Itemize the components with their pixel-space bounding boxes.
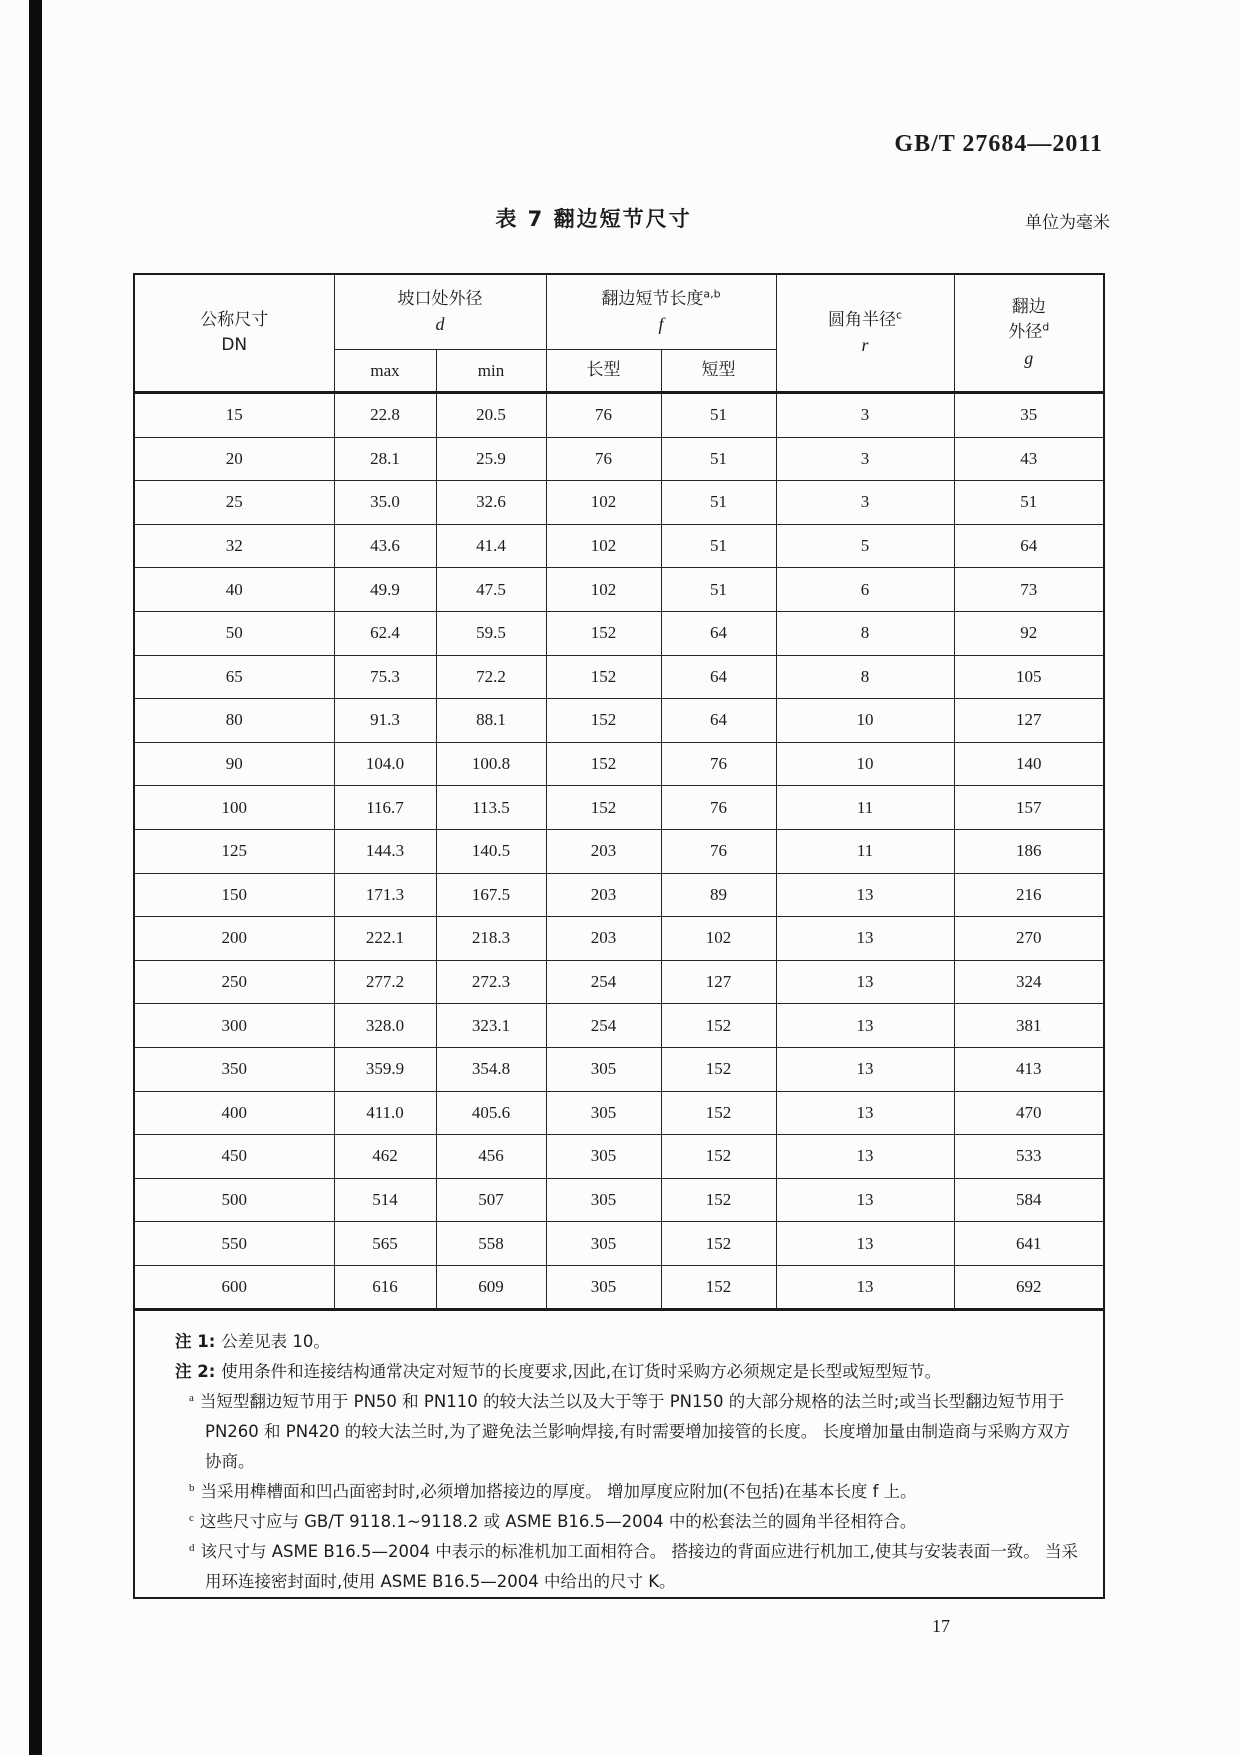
table-cell: 500 [134, 1178, 334, 1222]
table-cell: 8 [776, 655, 954, 699]
footnote-marker: b [189, 1481, 195, 1494]
table-cell: 35 [954, 393, 1104, 438]
table-row [134, 742, 1104, 786]
header-g-symbol: g [1024, 347, 1034, 368]
table-notes [134, 1310, 1104, 1599]
table-row [134, 568, 1104, 612]
table-cell: 3 [776, 481, 954, 525]
table-cell: 32 [134, 524, 334, 568]
table-cell: 65 [134, 655, 334, 699]
table-cell: 152 [661, 1047, 776, 1091]
table-cell: 152 [546, 742, 661, 786]
table-cell: 13 [776, 1091, 954, 1135]
footnote [189, 1507, 1085, 1537]
table-cell: 450 [134, 1135, 334, 1179]
header-f-footnote-ref: a,b [703, 287, 721, 300]
table-cell: 405.6 [436, 1091, 546, 1135]
table-cell: 152 [661, 1265, 776, 1310]
footnote [189, 1477, 1085, 1507]
table-cell: 270 [954, 917, 1104, 961]
table-cell: 35.0 [334, 481, 436, 525]
table-title: 表 7 翻边短节尺寸 [495, 207, 692, 231]
header-r-symbol: r [861, 335, 869, 356]
table-header [134, 274, 1104, 393]
table-cell: 51 [661, 437, 776, 481]
table-row [134, 524, 1104, 568]
table-cell: 167.5 [436, 873, 546, 917]
footnote-marker: a [189, 1391, 194, 1404]
table-cell: 105 [954, 655, 1104, 699]
footnote [189, 1387, 1085, 1477]
table-cell: 51 [661, 568, 776, 612]
table-row [134, 655, 1104, 699]
table-row [134, 611, 1104, 655]
footnote [175, 1327, 1085, 1357]
table-cell: 25.9 [436, 437, 546, 481]
table-cell: 90 [134, 742, 334, 786]
table-cell: 47.5 [436, 568, 546, 612]
table-cell: 152 [546, 699, 661, 743]
table-cell: 43 [954, 437, 1104, 481]
table-cell: 616 [334, 1265, 436, 1310]
table-cell: 76 [661, 786, 776, 830]
table-cell: 305 [546, 1091, 661, 1135]
subheader-min: min [436, 350, 546, 393]
table-cell: 152 [546, 611, 661, 655]
table-cell: 203 [546, 917, 661, 961]
table-cell: 76 [546, 393, 661, 438]
table-cell: 157 [954, 786, 1104, 830]
header-g-footnote-ref: d [1042, 320, 1050, 334]
footnote-marker: 注 1: [175, 1332, 222, 1352]
table-cell: 218.3 [436, 917, 546, 961]
table-cell: 11 [776, 829, 954, 873]
header-g-label1: 翻边 [1011, 296, 1046, 317]
table-cell: 51 [661, 481, 776, 525]
table-cell: 514 [334, 1178, 436, 1222]
table-cell: 462 [334, 1135, 436, 1179]
table-cell: 8 [776, 611, 954, 655]
table-cell: 51 [661, 524, 776, 568]
table-cell: 558 [436, 1222, 546, 1266]
table-cell: 51 [954, 481, 1104, 525]
header-f [546, 274, 776, 350]
table-cell: 254 [546, 960, 661, 1004]
table-cell: 152 [661, 1135, 776, 1179]
table-cell: 100.8 [436, 742, 546, 786]
table-cell: 102 [546, 524, 661, 568]
table-cell: 100 [134, 786, 334, 830]
table-cell: 13 [776, 1135, 954, 1179]
table-cell: 10 [776, 699, 954, 743]
table-cell: 15 [134, 393, 334, 438]
table-cell: 104.0 [334, 742, 436, 786]
table-cell: 80 [134, 699, 334, 743]
table-row [134, 393, 1104, 438]
table-cell: 102 [546, 481, 661, 525]
table-cell: 203 [546, 829, 661, 873]
table-row [134, 1004, 1104, 1048]
table-cell: 102 [661, 917, 776, 961]
table-cell: 3 [776, 437, 954, 481]
table-cell: 13 [776, 1047, 954, 1091]
table-cell: 152 [661, 1091, 776, 1135]
table-cell: 73 [954, 568, 1104, 612]
table-cell: 692 [954, 1265, 1104, 1310]
table-cell: 43.6 [334, 524, 436, 568]
table-cell: 609 [436, 1265, 546, 1310]
table-cell: 50 [134, 611, 334, 655]
table-row [134, 437, 1104, 481]
table-cell: 152 [661, 1222, 776, 1266]
table-cell: 565 [334, 1222, 436, 1266]
footnote-marker: 注 2: [175, 1362, 222, 1382]
table-cell: 152 [546, 655, 661, 699]
subheader-short: 短型 [661, 350, 776, 393]
table-cell: 92 [954, 611, 1104, 655]
table-cell: 13 [776, 1178, 954, 1222]
header-g-label2: 外径$^d$ [1008, 320, 1050, 343]
table-cell: 413 [954, 1047, 1104, 1091]
unit-label: 单位为毫米 [1025, 213, 1110, 233]
table-cell: 152 [661, 1178, 776, 1222]
table-cell: 76 [661, 829, 776, 873]
header-r-label: 圆角半径$^c$ [827, 308, 903, 330]
table-row [134, 1178, 1104, 1222]
table-cell: 11 [776, 786, 954, 830]
footnote-text: 当短型翻边短节用于 PN50 和 PN110 的较大法兰以及大于等于 PN150 的大部分规格的法兰时;或当长型翻边短节用于 PN260 和 PN420 的较大法兰时,为了避免法兰影响焊接,有时需要增加接管的长度。 长度增加量由制造商与采购方双方协商。 [199, 1392, 1071, 1472]
table-row [134, 1047, 1104, 1091]
table-row [134, 786, 1104, 830]
table-cell: 272.3 [436, 960, 546, 1004]
table-cell: 22.8 [334, 393, 436, 438]
standard-code: GB/T 27684—2011 [894, 131, 1103, 157]
table-cell: 152 [546, 786, 661, 830]
header-d [334, 274, 546, 350]
table-cell: 51 [661, 393, 776, 438]
footnote-text: 当采用榫槽面和凹凸面密封时,必须增加搭接边的厚度。 增加厚度应附加(不包括)在基本长度 f 上。 [200, 1482, 917, 1502]
table-cell: 305 [546, 1222, 661, 1266]
header-dn-label: 公称尺寸 [200, 309, 269, 330]
table-cell: 324 [954, 960, 1104, 1004]
table-row [134, 1091, 1104, 1135]
table-cell: 381 [954, 1004, 1104, 1048]
subheader-long: 长型 [546, 350, 661, 393]
table-cell: 150 [134, 873, 334, 917]
footnote-marker: c [189, 1511, 194, 1524]
footnote-text: 这些尺寸应与 GB/T 9118.1~9118.2 或 ASME B16.5—2004 中的松套法兰的圆角半径相符合。 [199, 1512, 917, 1532]
table-cell: 305 [546, 1135, 661, 1179]
table-cell: 152 [661, 1004, 776, 1048]
table-cell: 359.9 [334, 1047, 436, 1091]
table-cell: 200 [134, 917, 334, 961]
table-cell: 32.6 [436, 481, 546, 525]
table-cell: 64 [954, 524, 1104, 568]
table-row [134, 960, 1104, 1004]
table-cell: 64 [661, 611, 776, 655]
table-cell: 125 [134, 829, 334, 873]
table-cell: 550 [134, 1222, 334, 1266]
table-cell: 49.9 [334, 568, 436, 612]
table-cell: 72.2 [436, 655, 546, 699]
table-row [134, 829, 1104, 873]
table-row [134, 1265, 1104, 1310]
table-cell: 600 [134, 1265, 334, 1310]
table-cell: 91.3 [334, 699, 436, 743]
subheader-max: max [334, 350, 436, 393]
table-cell: 533 [954, 1135, 1104, 1179]
table-cell: 216 [954, 873, 1104, 917]
table-row [134, 699, 1104, 743]
table-cell: 13 [776, 1004, 954, 1048]
table-cell: 64 [661, 655, 776, 699]
header-g [954, 274, 1104, 393]
table-cell: 62.4 [334, 611, 436, 655]
table-cell: 113.5 [436, 786, 546, 830]
table-cell: 28.1 [334, 437, 436, 481]
scan-edge-artifact [29, 0, 42, 1755]
table-cell: 328.0 [334, 1004, 436, 1048]
header-r-footnote-ref: c [895, 308, 903, 321]
table-cell: 305 [546, 1047, 661, 1091]
table-cell: 127 [954, 699, 1104, 743]
header-f-symbol: f [658, 314, 664, 335]
table-cell: 144.3 [334, 829, 436, 873]
footnote [189, 1537, 1085, 1597]
table-cell: 25 [134, 481, 334, 525]
table-cell: 102 [546, 568, 661, 612]
table-cell: 6 [776, 568, 954, 612]
table-cell: 470 [954, 1091, 1104, 1135]
table-cell: 305 [546, 1178, 661, 1222]
page-number: 17 [932, 1616, 950, 1636]
table-cell: 140.5 [436, 829, 546, 873]
header-dn-symbol: DN [221, 335, 248, 355]
table-cell: 323.1 [436, 1004, 546, 1048]
table-cell: 171.3 [334, 873, 436, 917]
table-cell: 584 [954, 1178, 1104, 1222]
table-cell: 76 [661, 742, 776, 786]
table-body [134, 393, 1104, 1310]
table-cell: 140 [954, 742, 1104, 786]
table-notes-row [134, 1310, 1104, 1599]
table-cell: 456 [436, 1135, 546, 1179]
table-cell: 89 [661, 873, 776, 917]
table-cell: 20 [134, 437, 334, 481]
header-f-label: 翻边短节长度$^{a,b}$ [601, 287, 721, 309]
table-cell: 59.5 [436, 611, 546, 655]
table-cell: 10 [776, 742, 954, 786]
table-row [134, 1135, 1104, 1179]
table-cell: 13 [776, 1222, 954, 1266]
footnote [175, 1357, 1085, 1387]
footnote-text: 公差见表 10。 [221, 1332, 330, 1352]
table-cell: 641 [954, 1222, 1104, 1266]
table-cell: 254 [546, 1004, 661, 1048]
table-row [134, 873, 1104, 917]
table-cell: 250 [134, 960, 334, 1004]
table-cell: 76 [546, 437, 661, 481]
table-cell: 186 [954, 829, 1104, 873]
table-cell: 350 [134, 1047, 334, 1091]
table-row [134, 481, 1104, 525]
table-title-row [133, 203, 1110, 237]
table-cell: 13 [776, 1265, 954, 1310]
table-cell: 13 [776, 960, 954, 1004]
table-cell: 507 [436, 1178, 546, 1222]
table-cell: 411.0 [334, 1091, 436, 1135]
header-d-symbol: d [435, 314, 445, 335]
footnote-text: 使用条件和连接结构通常决定对短节的长度要求,因此,在订货时采购方必须规定是长型或短型短节。 [221, 1362, 942, 1382]
table-cell: 13 [776, 873, 954, 917]
table-row [134, 1222, 1104, 1266]
header-d-label: 坡口处外径 [397, 288, 483, 309]
table-cell: 40 [134, 568, 334, 612]
table-cell: 277.2 [334, 960, 436, 1004]
table-cell: 75.3 [334, 655, 436, 699]
table-cell: 203 [546, 873, 661, 917]
table-cell: 400 [134, 1091, 334, 1135]
footnote-text: 该尺寸与 ASME B16.5—2004 中表示的标准机加工面相符合。 搭接边的背面应进行机加工,使其与安装表面一致。 当采用环连接密封面时,使用 ASME B16.5—2004 中给出的尺寸 K。 [200, 1542, 1078, 1592]
table-cell: 354.8 [436, 1047, 546, 1091]
dimension-table [133, 273, 1105, 1599]
header-r [776, 274, 954, 393]
table-cell: 13 [776, 917, 954, 961]
table-cell: 88.1 [436, 699, 546, 743]
table-cell: 300 [134, 1004, 334, 1048]
table-cell: 3 [776, 393, 954, 438]
table-cell: 41.4 [436, 524, 546, 568]
table-cell: 116.7 [334, 786, 436, 830]
footnote-marker: d [189, 1541, 195, 1554]
table-cell: 64 [661, 699, 776, 743]
table-cell: 127 [661, 960, 776, 1004]
header-dn [134, 274, 334, 393]
table-cell: 5 [776, 524, 954, 568]
table-cell: 305 [546, 1265, 661, 1310]
table-cell: 222.1 [334, 917, 436, 961]
table-row [134, 917, 1104, 961]
table-cell: 20.5 [436, 393, 546, 438]
